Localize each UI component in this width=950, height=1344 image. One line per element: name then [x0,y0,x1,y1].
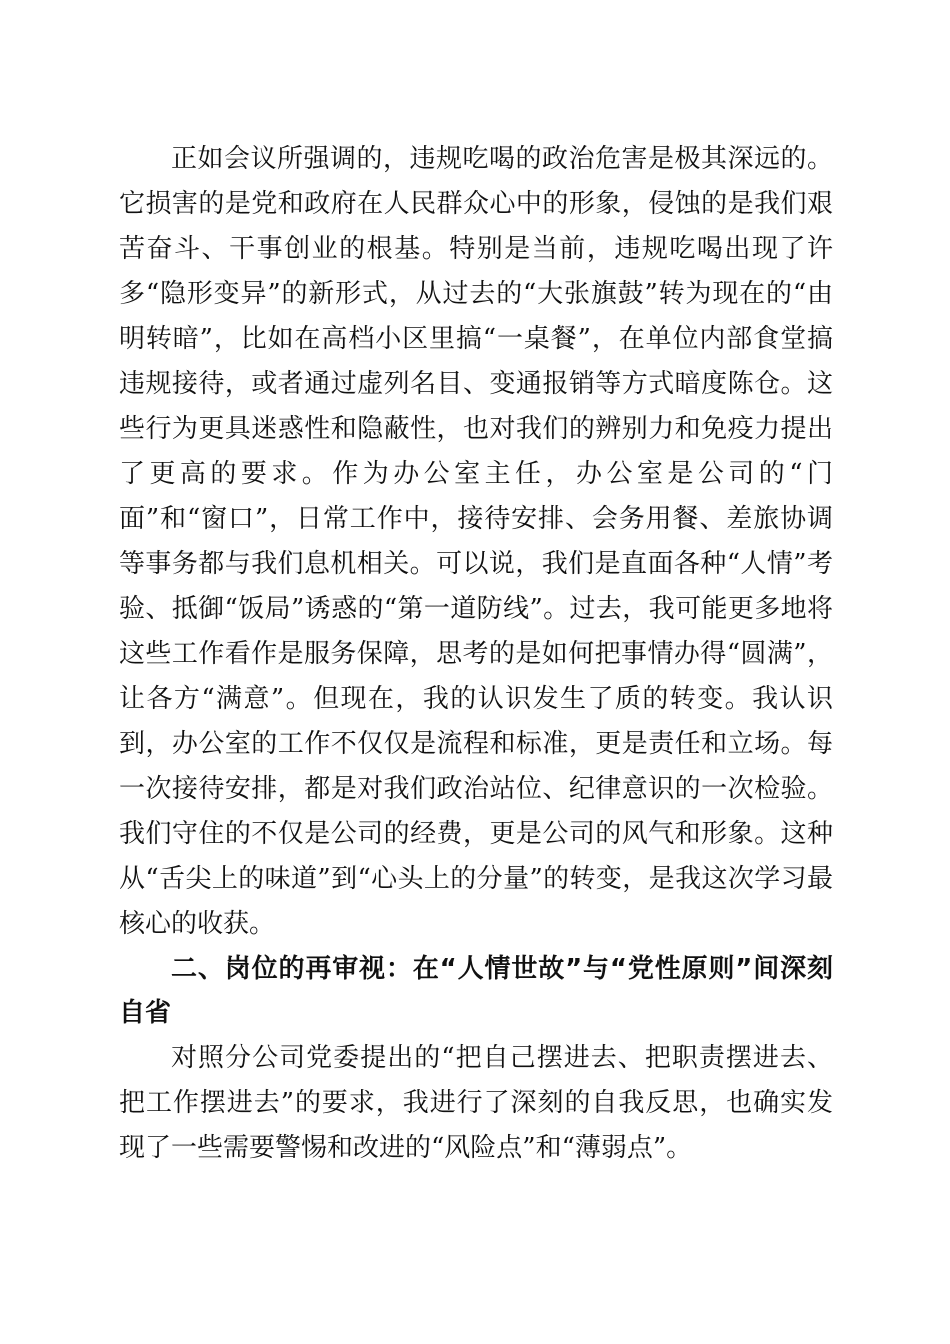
body-paragraph-2: 对照分公司党委提出的“把自己摆进去、把职责摆进去、把工作摆进去”的要求，我进行了深刻的自我反思，也确实发现了一些需要警惕和改进的“风险点”和“薄弱点”。 [119,1043,833,1163]
section-heading-2: 二、岗位的再审视：在“人情世故”与“党性原则”间深刻自省 [119,954,833,1028]
body-paragraph-1: 正如会议所强调的，违规吃喝的政治危害是极其深远的。它损害的是党和政府在人民群众心中的形象，侵蚀的是我们艰苦奋斗、干事创业的根基。特别是当前，违规吃喝出现了许多“隐形变异”的新形式，从过去的“大张旗鼓”转为现在的“由明转暗”，比如在高档小区里搞“一桌餐”，在单位内部食堂搞违规接待，或者通过虚列名目、变通报销等方式暗度陈仓。这些行为更具迷惑性和隐蔽性，也对我们的辨别力和免疫力提出了更高的要求。作为办公室主任，办公室是公司的“门面”和“窗口”，日常工作中，接待安排、会务用餐、差旅协调等事务都与我们息机相关。可以说，我们是直面各种“人情”考验、抵御“饭局”诱惑的“第一道防线”。过去，我可能更多地将这些工作看作是服务保障，思考的是如何把事情办得“圆满”，让各方“满意”。但现在，我的认识发生了质的转变。我认识到，办公室的工作不仅仅是流程和标准，更是责任和立场。每一次接待安排，都是对我们政治站位、纪律意识的一次检验。我们守住的不仅是公司的经费，更是公司的风气和形象。这种从“舌尖上的味道”到“心头上的分量”的转变，是我这次学习最核心的收获。 [119,144,833,939]
